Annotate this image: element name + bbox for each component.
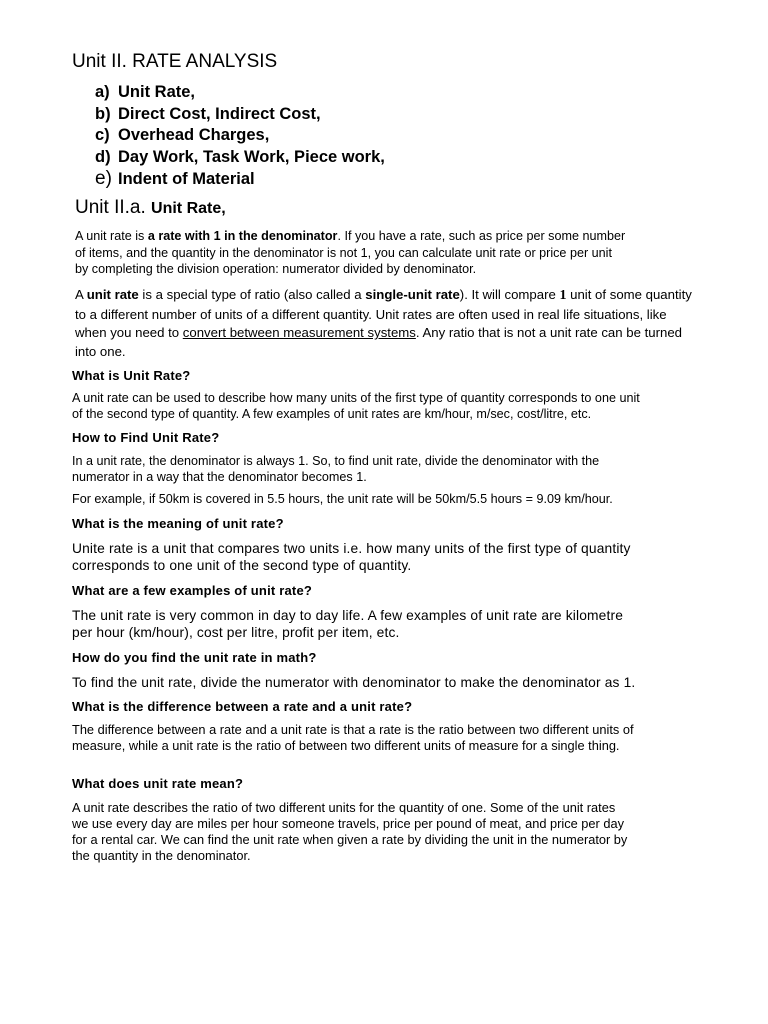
bold-term: unit rate <box>86 287 139 302</box>
faq-answer-example <box>72 491 613 507</box>
text-line: we use every day are miles per hour someone travels, price per pound of meat, and price per day <box>72 816 624 831</box>
topic-item <box>95 168 385 190</box>
text-line: A unit rate describes the ratio of two different units for the quantity of one. Some of the unit rates <box>72 800 616 815</box>
topic-list <box>95 82 385 190</box>
faq-question: How do you find the unit rate in math? <box>72 650 317 665</box>
faq-answer <box>72 540 631 574</box>
text-line: corresponds to one unit of the second type of quantity. <box>72 558 412 573</box>
text-line: by completing the division operation: numerator divided by denominator. <box>75 262 477 276</box>
faq-question: What is Unit Rate? <box>72 368 191 383</box>
document-title: Unit II. RATE ANALYSIS <box>72 51 278 72</box>
text-line: numerator in a way that the denominator becomes 1. <box>72 470 367 485</box>
section-label: Unit Rate, <box>151 200 226 217</box>
underlined-link-text[interactable]: convert between measurement systems <box>182 325 416 340</box>
section-prefix: Unit II.a. <box>75 197 152 218</box>
bold-term: a rate with 1 in the denominator <box>147 229 338 243</box>
faq-answer <box>72 674 635 691</box>
faq-answer <box>72 607 623 641</box>
faq-question: How to Find Unit Rate? <box>72 430 220 445</box>
intro-paragraph-2 <box>75 286 692 361</box>
text-line: into one. <box>75 343 126 359</box>
topic-text: Indent of Material <box>118 170 255 188</box>
text-line: to a different number of units of a different quantity. Unit rates are often used in real life situations, like <box>75 306 667 322</box>
topic-item <box>95 125 385 147</box>
topic-item <box>95 147 385 169</box>
text-run: ). It will compare <box>459 287 560 302</box>
topic-item <box>95 104 385 126</box>
topic-marker: d) <box>95 147 111 166</box>
topic-item <box>95 82 385 104</box>
topic-marker: b) <box>95 104 111 123</box>
text-line: The unit rate is very common in day to day life. A few examples of unit rate are kilometre <box>72 608 624 623</box>
topic-text: Day Work, Task Work, Piece work, <box>118 147 385 166</box>
bold-term: single-unit rate <box>365 287 460 302</box>
section-heading <box>75 197 226 219</box>
bold-number: 1 <box>559 288 567 303</box>
text-line <box>75 228 625 245</box>
topic-text: Unit Rate, <box>118 83 196 101</box>
text-line <box>75 286 692 306</box>
topic-text: Overhead Charges, <box>118 126 270 144</box>
text-line: A unit rate can be used to describe how many units of the first type of quantity corresponds to one unit <box>72 391 640 405</box>
text-run: A <box>75 287 87 302</box>
text-line: Unite rate is a unit that compares two units i.e. how many units of the first type of quantity <box>72 541 631 556</box>
text-line: The difference between a rate and a unit rate is that a rate is the ratio between two different units of <box>72 722 634 737</box>
text-run: A unit rate is <box>75 229 148 243</box>
faq-question: What is the meaning of unit rate? <box>72 516 284 531</box>
text-run: . Any ratio that is not a unit rate can be turned <box>415 325 682 340</box>
text-run: when you need to <box>75 325 183 340</box>
topic-marker: a) <box>95 83 110 101</box>
text-run: is a special type of ratio (also called a <box>138 287 366 302</box>
text-line <box>75 324 692 343</box>
faq-answer <box>72 390 640 423</box>
text-run: . If you have a rate, such as price per some number <box>337 229 626 243</box>
faq-question: What are a few examples of unit rate? <box>72 583 313 598</box>
text-line: for a rental car. We can find the unit rate when given a rate by dividing the unit in the numerator by <box>72 832 628 847</box>
text-line: of items, and the quantity in the denominator is not 1, you can calculate unit rate or price per unit <box>75 245 612 260</box>
text-run: unit of some quantity <box>566 287 692 302</box>
faq-answer <box>72 722 634 754</box>
faq-answer <box>72 453 599 486</box>
text-line: To find the unit rate, divide the numerator with denominator to make the denominator as 1. <box>72 675 636 690</box>
text-line: per hour (km/hour), cost per litre, profit per item, etc. <box>72 625 400 640</box>
topic-marker: e) <box>95 168 112 189</box>
text-line: measure, while a unit rate is the ratio of between two different units of measure for a single thing. <box>72 738 620 753</box>
topic-marker: c) <box>95 126 110 144</box>
faq-question: What is the difference between a rate and a unit rate? <box>72 699 413 714</box>
topic-text: Direct Cost, Indirect Cost, <box>118 104 321 123</box>
text-line: For example, if 50km is covered in 5.5 hours, the unit rate will be 50km/5.5 hours = 9.09 km/hour. <box>72 492 613 506</box>
faq-answer <box>72 800 627 864</box>
text-line: of the second type of quantity. A few examples of unit rates are km/hour, m/sec, cost/litre, etc. <box>72 407 592 422</box>
intro-paragraph-1 <box>75 228 625 278</box>
faq-question: What does unit rate mean? <box>72 776 244 791</box>
text-line: the quantity in the denominator. <box>72 848 251 863</box>
text-line: In a unit rate, the denominator is always 1. So, to find unit rate, divide the denominator with the <box>72 454 600 468</box>
